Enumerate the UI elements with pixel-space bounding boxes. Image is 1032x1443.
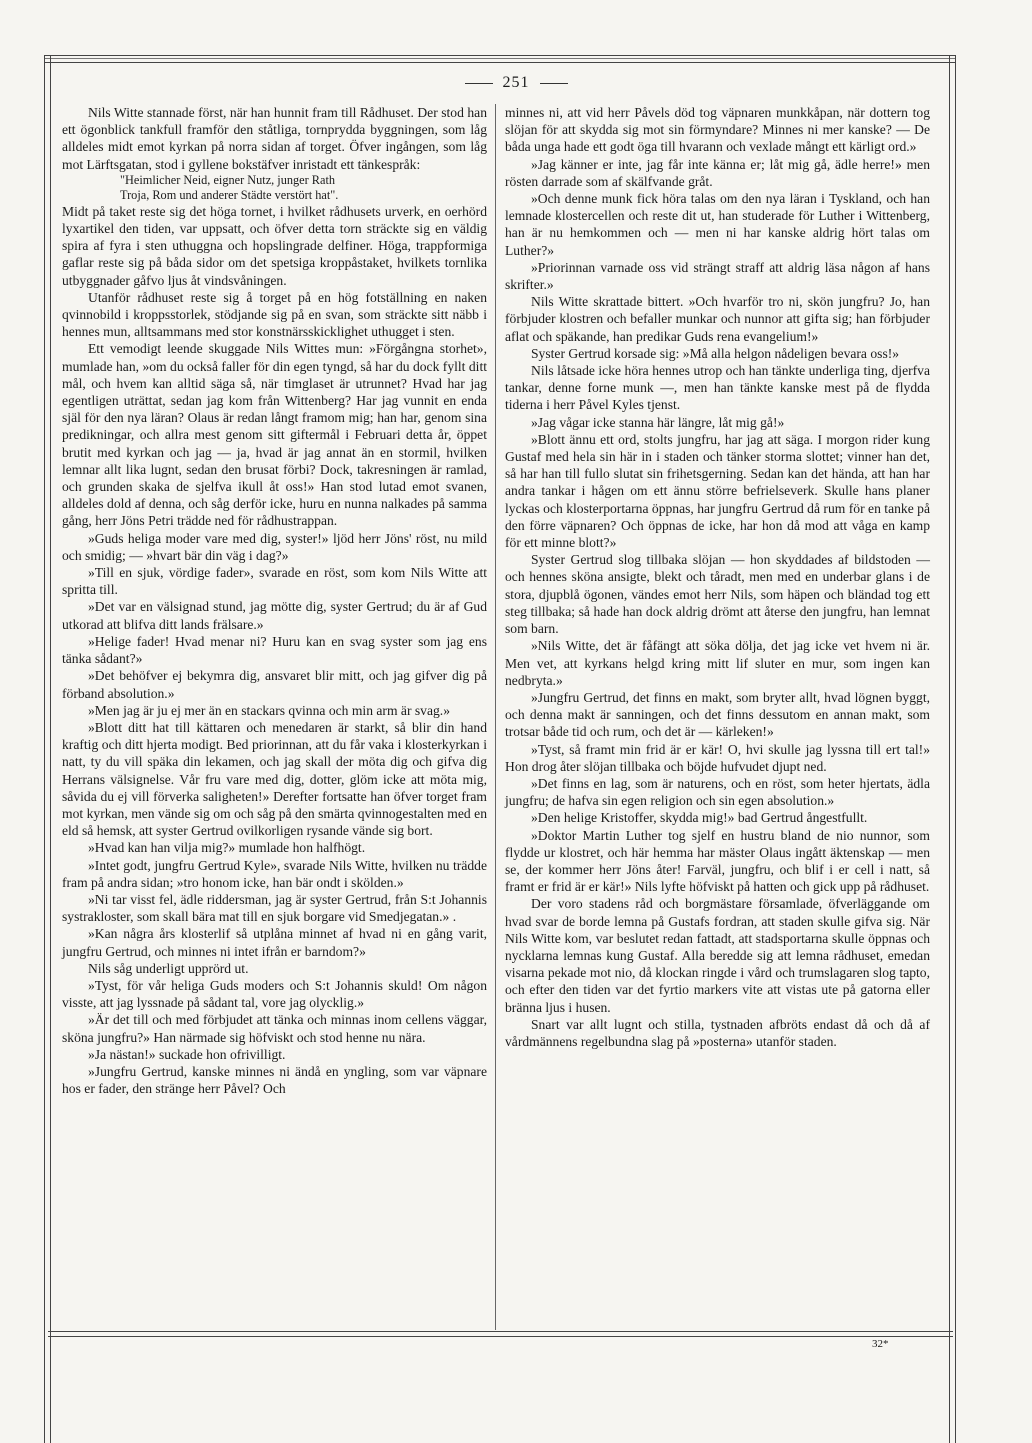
paragraph: Syster Gertrud korsade sig: »Må alla helgon nådeligen bevara oss!» [531, 345, 900, 361]
paragraph: »Guds heliga moder vare med dig, syster!» ljöd herr Jöns' röst, nu mild och smidig; — »hvart bär din väg i dag?» [62, 530, 487, 563]
motto-line-2: Troja, Rom und anderer Städte verstört hat". [120, 187, 339, 202]
paragraph: Utanför rådhuset reste sig å torget på en hög fotställning en naken qvinnobild i kroppsstorlek, stödjande sig på en svan, som sträckte sitt näbb i hennes mun, alltsammans med stor konstnärsskicklighet uthugget i sten. [62, 289, 487, 340]
paragraph: Nils såg underligt upprörd ut. [88, 960, 249, 976]
paragraph: »Kan några års klosterlif så utplåna minnet af hvad ni en gång varit, jungfru Gertrud, och minnes ni intet ifrån er barndom?» [62, 926, 487, 959]
paragraph: »Det behöfver ej bekymra dig, ansvaret blir mitt, och jag gifver dig på förband absolution.» [62, 668, 487, 701]
paragraph: Ett vemodigt leende skuggade Nils Wittes mun: »Förgångna storhet», mumlade han, »om du också faller för din egen tyngd, så har du dock fyllt ditt mål, och hvem kan alltid säga så, när timglaset är utrunnet? Hvad har jag egentligen uträttat, sedan jag kom från Wittenberg? Har jag vunnit en enda själ för den nya läran? Olaus är redan långt framom mig; han har, genom sina predikningar, och allra mest genom sitt giftermål i Februari detta år, öppet brutit med kyrkan och jag — ja, hvad är jag annat än en stormil, hvilken lemnar allt lika lugnt, sedan den brusat förbi? Dock, takresningen är ramlad, och grunden skaka de sjelfva ikull åt oss!» Han stod lutad emot svanen, alldeles dold af denna, och såg derför icke, huru en nunna nalkades på samma gång, herr Jöns Petri trädde ned för rådhustrappan. [62, 341, 487, 529]
printer-signature: 32* [872, 1338, 889, 1350]
paragraph: »Doktor Martin Luther tog sjelf en hustru bland de nio nunnor, som flydde ur klostret, och här hemma har mäster Olaus ingått äktenskap — men se, der kommer herr Jöns åter! Farväl, jungfru, och blif i er cell i natt, så framt er frid är er kär!» Nils lyfte höfviskt på hatten och gick upp på rådhuset. [505, 827, 930, 895]
paragraph: Snart var allt lugnt och stilla, tystnaden afbröts endast då och då af vårdmännens regelbundna slag på »posterna» utanför staden. [505, 1016, 930, 1049]
page-number-dash-left [465, 83, 493, 84]
paragraph: Syster Gertrud slog tillbaka slöjan — hon skyddades af bildstoden — och hennes sköna ansigte, blekt och tåradt, men med en underbar glans i de stora, djupblå ögonen, vändes emot herr Nils, som häpen och bländad tog ett steg tillbaka; så hade han dock aldrig drömt att återse den jungfru, han lemnat som barn. [505, 552, 930, 637]
paragraph: »Jungfru Gertrud, det finns en makt, som bryter allt, hvad lögnen byggt, och denna makt är sanningen, och det finns dessutom en annan makt, som trotsar både tid och rum, och det är — kärleken!» [505, 689, 930, 740]
paragraph: »Nils Witte, det är fåfängt att söka dölja, det jag icke vet hvem ni är. Men vet, att kyrkans helgd kring mitt lif sluter en mur, som ingen kan nedbryta.» [505, 638, 930, 688]
paragraph: »Ni tar visst fel, ädle riddersman, jag är syster Gertrud, från S:t Johannis systrakloster, som skall bära mat till en sjuk borgare vid Smedjegatan.» . [62, 891, 487, 925]
paragraph: »Jag vågar icke stanna här längre, låt mig gå!» [531, 414, 785, 430]
paragraph: »Men jag är ju ej mer än en stackars qvinna och min arm är svag.» [88, 702, 450, 718]
left-column [62, 104, 487, 1097]
page-number-value: 251 [502, 74, 530, 91]
paragraph: Nils låtsade icke höra hennes utrop och han tänkte underliga ting, djerfva tankar, denne forne munk —, men han tänkte kanske mest på de flydda tiderna i herr Påvel Kyles tjenst. [505, 363, 930, 413]
paragraph: »Det finns en lag, som är naturens, och en röst, som heter hjertats, ädla jungfru; de hafva sin egen religion och sin egen absolution.» [505, 775, 930, 809]
paragraph: »Blott ännu ett ord, stolts jungfru, har jag att säga. I morgon rider kung Gustaf med hela sin här in i staden och tänker storma slottet; vinner han det, så har han till fullo slutat sin frihetsgerning. Sedan kan det hända, att han har andra tankar i hågen om ett ännu större befrielseverk. Skulle hans planer lyckas och klosterportarna öppnas, har jungfru Gertrud då rum för en tanke på den förre väpnaren? Och öppnas de icke, har hon då mod att våga en kamp för ett minne blott?» [505, 431, 930, 551]
page-number [0, 74, 1032, 92]
page-number-dash-right [540, 83, 568, 84]
paragraph: »Jag känner er inte, jag får inte känna er; låt mig gå, ädle herre!» men rösten darrade som af skälfvande gråt. [505, 156, 930, 189]
paragraph: »Det var en välsignad stund, jag mötte dig, syster Gertrud; du är af Gud utkorad att blifva ditt lands frälsare.» [62, 599, 487, 632]
bottom-border [48, 1331, 953, 1337]
paragraph: »Till en sjuk, vördige fader», svarade en röst, som kom Nils Witte att spritta till. [62, 565, 487, 598]
top-border [44, 55, 956, 63]
paragraph: minnes ni, att vid herr Påvels död tog väpnaren munkkåpan, när dottern tog slöjan för att skydda sig mot sin förmyndare? Minnes ni mer kanske? — De båda unga hade ett godt öga till hvarann och vexlade mångt ett kärligt ord.» [505, 105, 930, 155]
right-column [505, 104, 930, 1050]
paragraph: »Hvad kan han vilja mig?» mumlade hon halfhögt. [88, 840, 366, 856]
paragraph: »Tyst, så framt min frid är er kär! O, hvi skulle jag lyssna till ert tal!» Hon drog åter slöjan tillbaka och böjde hufvudet djupt ned. [505, 741, 930, 774]
paragraph: Nils Witte skrattade bittert. »Och hvarför tro ni, skön jungfru? Jo, han förbjuder klostren och befaller munkar och nunnor att gifta sig; han förbjuder aflat och späkande, han predikar Guds rena evangelium!» [505, 294, 930, 344]
left-border [44, 55, 51, 1443]
paragraph: »Är det till och med förbjudet att tänka och minnas inom cellens väggar, sköna jungfru?» Han närmade sig höfviskt och stod henne nu nära. [62, 1012, 487, 1045]
paragraph: »Och denne munk fick höra talas om den nya läran i Tyskland, och han lemnade klostercellen och reste dit ut, han studerade för Luther i Wittenberg, han är nu hemkommen och — men ni har kanske aldrig hört talas om Luther?» [505, 191, 930, 258]
paragraph: Nils Witte stannade först, när han hunnit fram till Rådhuset. Der stod han ett ögonblick tankfull framför den ståtliga, tornprydda byggningen, som låg alldeles midt emot kyrkan på norra sidan af torget. Öfver ingången, som låg mot Lärftsgatan, stod i gyllene bokstäfver inristadt ett tänkespråk: [62, 105, 487, 172]
right-border [949, 55, 956, 1443]
paragraph: »Jungfru Gertrud, kanske minnes ni ändå en yngling, som var väpnare hos er fader, den stränge herr Påvel? Och [62, 1063, 487, 1097]
paragraph: »Intet godt, jungfru Gertrud Kyle», svarade Nils Witte, hvilken nu trädde fram på andra sidan; »tro honom icke, han bär ondt i skölden.» [62, 857, 487, 890]
paragraph: Midt på taket reste sig det höga tornet, i hvilket rådhusets urverk, en oerhörd lyxartikel den tiden, var uppsatt, och öfver detta torn sträckte sig en väldig spira af fyra i sten uthuggna och hopslingrade delfiner. Höga, trappformiga gaflar reste sig på båda sidor om det spetsiga kroppåstaket, hvilkets tornlika utbyggnader gåfvo ljus åt vindsvåningen. [62, 203, 487, 288]
paragraph: »Blott ditt hat till kättaren och menedaren är starkt, så blir din hand kraftig och ditt hjerta modigt. Bed priorinnan, att du får vaka i klosterkyrkan i natt, ty du vill späka din lekamen, och jag skall der möta dig och gifva dig Herrans välsignelse. Vår fru vare med dig, dotter, glöm icke att möta mig, såvida du ej vill förverka saligheten!» Derefter fortsatte han öfver torget fram mot kyrkan, men vände sig om och såg på den smärta qvinnogestalten med en eld så hemsk, att syster Gertrud ovilkorligen rysande vände sig bort. [62, 719, 487, 839]
paragraph: »Helige fader! Hvad menar ni? Huru kan en svag syster som jag ens tänka sådant?» [62, 633, 487, 667]
paragraph: »Den helige Kristoffer, skydda mig!» bad Gertrud ångestfullt. [531, 810, 868, 826]
paragraph: »Priorinnan varnade oss vid strängt straff att aldrig läsa någon af hans skrifter.» [505, 259, 930, 293]
paragraph: Der voro stadens råd och borgmästare församlade, öfverläggande om hvad svar de borde lemna på Gustafs fordran, att staden skulle gifva sig. När Nils Witte kom, var beslutet redan fattadt, att stadsportarna skulle öppnas och nycklarna lemnas kung Gustaf. Alla beredde sig att lemna rådhuset, emedan visarna pekade mot nio, då klockan ringde i vård och trumslagaren slog tapto, och efter den tiden var det fyrtio markers vite att vistas ute på gatorna eller bränna ljus i husen. [505, 896, 930, 1015]
column-divider [495, 104, 496, 1330]
paragraph: »Ja nästan!» suckade hon ofrivilligt. [88, 1046, 286, 1062]
paragraph: »Tyst, för vår heliga Guds moders och S:t Johannis skuld! Om någon visste, att jag lyssnade på sådant tal, vore jag olycklig.» [62, 977, 487, 1011]
motto-line-1: "Heimlicher Neid, eigner Nutz, junger Rath [120, 172, 336, 187]
